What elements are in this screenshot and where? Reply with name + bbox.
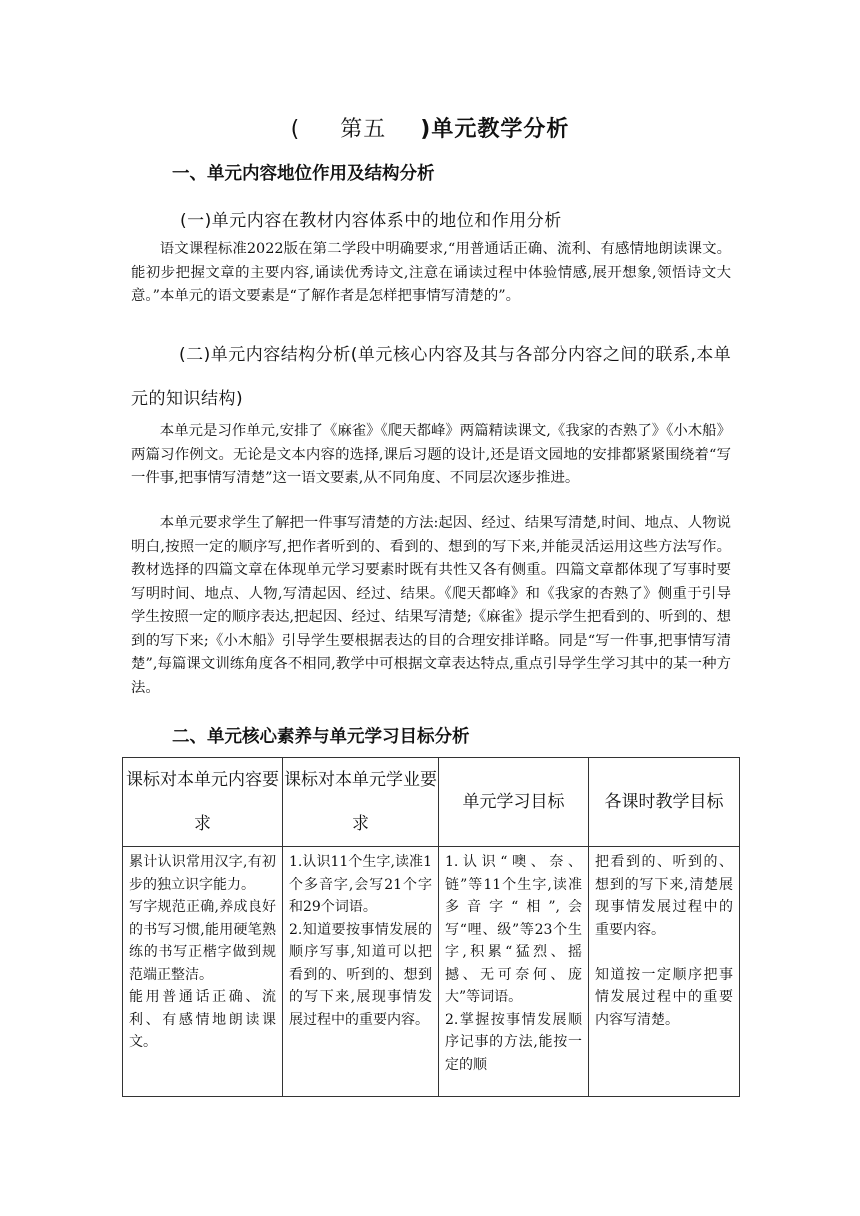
table-header-cell: 单元学习目标: [439, 758, 589, 847]
section1-sub1-paragraph: 语文课程标准2022版在第二学段中明确要求,“用普通话正确、流利、有感情地朗读课文。能初步把握文章的主要内容,诵读优秀诗文,注意在诵读过程中体验情感,展开想象,领悟诗文大意。”本单元的语文要素是“了解作者是怎样把事情写清楚的”。: [131, 241, 731, 304]
section1-sub2-paragraph1: 本单元是习作单元,安排了《麻雀》《爬天都峰》两篇精读课文,《我家的杏熟了》《小木船》两篇习作例文。无论是文本内容的选择,课后习题的设计,还是语文园地的安排都紧紧围绕着“写一件事,把事情写清楚”这一语文要素,从不同角度、不同层次逐步推进。: [131, 423, 731, 486]
table-header-cell: 课标对本单元内容要求: [123, 758, 283, 847]
table-header-row: [123, 758, 740, 847]
section1-sub2-heading: (二)单元内容结构分析(单元核心内容及其与各部分内容之间的联系,本单元的知识结构): [131, 345, 732, 409]
title-open-paren: (: [290, 117, 301, 142]
table-cell: 1.认识11个生字,读准1个多音字,会写21个字和29个词语。 2.知道要按事情发展的顺序写事,知道可以把看到的、听到的、想到的写下来,展现事情发展过程中的重要内容。: [283, 847, 439, 1097]
section1-sub2-paragraph2: 本单元要求学生了解把一件事写清楚的方法:起因、经过、结果写清楚,时间、地点、人物说明白,按照一定的顺序写,把作者听到的、看到的、想到的写下来,并能灵活运用这些方法写作。教材选择的四篇文章在体现单元学习要素时既有共性又各有侧重。四篇文章都体现了写事时要写明时间、地点、人物,写清起因、经过、结果。《爬天都峰》和《我家的杏熟了》侧重于引导学生按照一定的顺序表达,把起因、经过、结果写清楚;《麻雀》提示学生把看到的、听到的、想到的写下来;《小木船》引导学生要根据表达的目的合理安排详略。同是“写一件事,把事情写清楚”,每篇课文训练角度各不相同,教学中可根据文章表达特点,重点引导学生学习其中的某一种方法。: [131, 515, 731, 696]
table-cell: 累计认识常用汉字,有初步的独立识字能力。 写字规范正确,养成良好的书写习惯,能用硬笔熟练的书写正楷字做到规范端正整洁。 能用普通话正确、流利、有感情地朗读课文。: [123, 847, 283, 1097]
table-row: [123, 847, 740, 1097]
table-cell: 1.认识“噢、奈、链”等11个生字,读准多音字“相”,会写“哩、级”等23个生字,积累“猛烈、摇撼、无可奈何、庞大”等词语。 2.掌握按事情发展顺序记事的方法,能按一定的顺: [439, 847, 589, 1097]
section1-heading: 一、单元内容地位作用及结构分析: [172, 164, 435, 184]
page-title: [0, 112, 860, 143]
title-unit-number: 第五: [340, 117, 387, 142]
objectives-table: [122, 757, 740, 1097]
title-main: )单元教学分析: [420, 117, 570, 142]
table-header-cell: 课标对本单元学业要求: [283, 758, 439, 847]
table-header-cell: 各课时教学目标: [589, 758, 740, 847]
section2-heading: 二、单元核心素养与单元学习目标分析: [172, 727, 470, 747]
table-cell: 把看到的、听到的、想到的写下来,清楚展现事情发展过程中的重要内容。 知道按一定顺序把事情发展过程中的重要内容写清楚。: [589, 847, 740, 1097]
section1-sub1-heading: (一)单元内容在教材内容体系中的地位和作用分析: [180, 211, 562, 231]
